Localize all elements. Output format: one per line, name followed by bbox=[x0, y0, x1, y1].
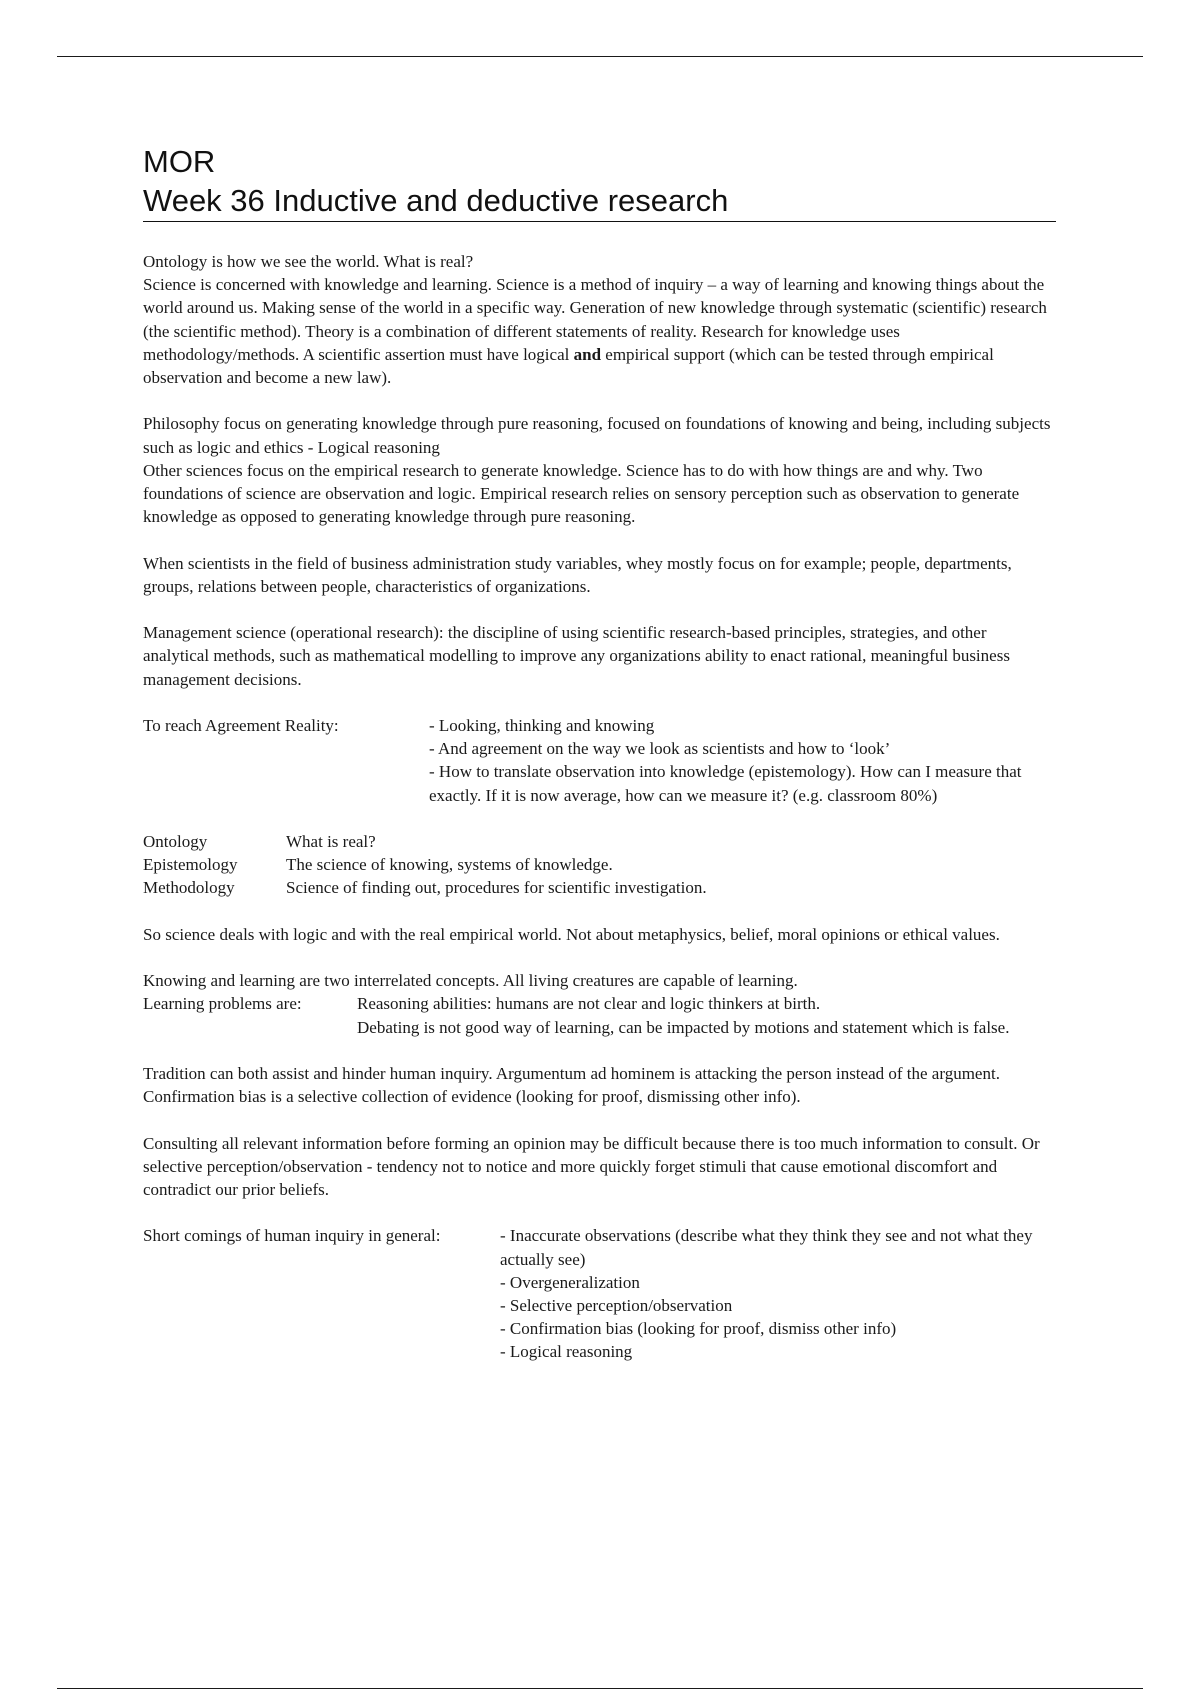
text-run: Science is concerned with knowledge and learning. Science is a method of inquiry – a way of learning and knowing things about the world around us. Making sense of the world in a specific way. Generation of new knowledge through systematic (scientific) research (the scientific method). Theory is a combination of different statements of reality. Research for knowledge uses methodology/methods. A scientific assertion must have logical bbox=[143, 275, 1047, 364]
terms-table bbox=[143, 830, 1056, 900]
agreement-reality-block bbox=[143, 714, 1056, 807]
paragraph-tradition: Tradition can both assist and hinder human inquiry. Argumentum ad hominem is attacking the person instead of the argument. Confirmation bias is a selective collection of evidence (looking for proof, dismissing other info). bbox=[143, 1063, 1000, 1107]
term-name: Ontology bbox=[143, 832, 208, 851]
bold-word: and bbox=[573, 344, 602, 364]
term-name: Methodology bbox=[143, 878, 235, 898]
agreement-reality-list bbox=[429, 714, 1056, 807]
page-top-rule bbox=[57, 56, 1143, 57]
page-bottom-rule bbox=[57, 1688, 1143, 1689]
learning-block bbox=[143, 969, 1056, 1039]
paragraph-text: Knowing and learning are two interrelated concepts. All living creatures are capable of learning. bbox=[143, 971, 798, 991]
list-item: Debating is not good way of learning, can be impacted by motions and statement which is false. bbox=[357, 1017, 1010, 1037]
paragraph-science bbox=[143, 250, 1056, 389]
agreement-reality-label: To reach Agreement Reality: bbox=[143, 716, 339, 735]
list-item: - Overgeneralization bbox=[500, 1272, 640, 1292]
term-row bbox=[143, 853, 1056, 876]
term-row bbox=[143, 876, 1056, 899]
term-definition: What is real? bbox=[286, 832, 376, 851]
term-name: Epistemology bbox=[143, 855, 238, 875]
lecture-title: Week 36 Inductive and deductive research bbox=[143, 183, 729, 218]
shortcomings-label: Short comings of human inquiry in general: bbox=[143, 1226, 441, 1246]
document-body bbox=[143, 250, 1056, 1364]
list-item: - Selective perception/observation bbox=[500, 1295, 733, 1315]
paragraph-philosophy bbox=[143, 412, 1056, 528]
learning-problems-list bbox=[357, 992, 1056, 1038]
list-item: - Confirmation bias (looking for proof, dismiss other info) bbox=[500, 1319, 897, 1339]
document-title bbox=[143, 142, 1056, 222]
learning-problems-label: Learning problems are: bbox=[143, 994, 302, 1014]
term-row bbox=[143, 830, 1056, 853]
course-code: MOR bbox=[143, 144, 216, 179]
list-item: - Looking, thinking and knowing bbox=[429, 716, 655, 735]
list-item: - Logical reasoning bbox=[500, 1342, 633, 1362]
term-definition: The science of knowing, systems of knowledge. bbox=[286, 855, 613, 875]
shortcomings-block bbox=[143, 1224, 1056, 1363]
paragraph-text: Other sciences focus on the empirical research to generate knowledge. Science has to do with how things are and why. Two foundations of science are observation and logic. Empirical research relies on sensory perception such as observation to generate knowledge as opposed to generating knowledge through pure reasoning. bbox=[143, 460, 1020, 527]
paragraph-science-logic: So science deals with logic and with the real empirical world. Not about metaphysics, belief, moral opinions or ethical values. bbox=[143, 924, 1000, 944]
text-run: empirical support (which can be tested through empirical observation and become a new law). bbox=[143, 344, 994, 388]
document-page bbox=[143, 142, 1056, 1387]
shortcomings-list bbox=[500, 1224, 1056, 1363]
paragraph-text: Philosophy focus on generating knowledge through pure reasoning, focused on foundations of knowing and being, including subjects such as logic and ethics - Logical reasoning bbox=[143, 414, 1051, 457]
paragraph-consulting: Consulting all relevant information before forming an opinion may be difficult because there is too much information to consult. Or selective perception/observation - tendency not to notice and more quickly forget stimuli that cause emotional discomfort and contradict our prior beliefs. bbox=[143, 1133, 1040, 1199]
paragraph-management-science: Management science (operational research): the discipline of using scientific research-based principles, strategies, and other analytical methods, such as mathematical modelling to improve any organizations ability to enact rational, meaningful business management decisions. bbox=[143, 623, 1010, 689]
list-item: Reasoning abilities: humans are not clear and logic thinkers at birth. bbox=[357, 994, 821, 1014]
list-item: - How to translate observation into knowledge (epistemology). How can I measure that exactly. If it is now average, how can we measure it? (e.g. classroom 80%) bbox=[429, 762, 1022, 805]
list-item: - Inaccurate observations (describe what they think they see and not what they actually see) bbox=[500, 1226, 1033, 1269]
paragraph-text bbox=[143, 273, 1056, 389]
list-item: - And agreement on the way we look as scientists and how to ‘look’ bbox=[429, 739, 891, 759]
learning-problems-row bbox=[143, 992, 1056, 1038]
paragraph-line: Ontology is how we see the world. What is real? bbox=[143, 252, 474, 271]
term-definition: Science of finding out, procedures for scientific investigation. bbox=[286, 878, 707, 898]
paragraph-business-admin: When scientists in the field of business administration study variables, whey mostly focus on for example; people, departments, groups, relations between people, characteristics of organizations. bbox=[143, 553, 1012, 596]
